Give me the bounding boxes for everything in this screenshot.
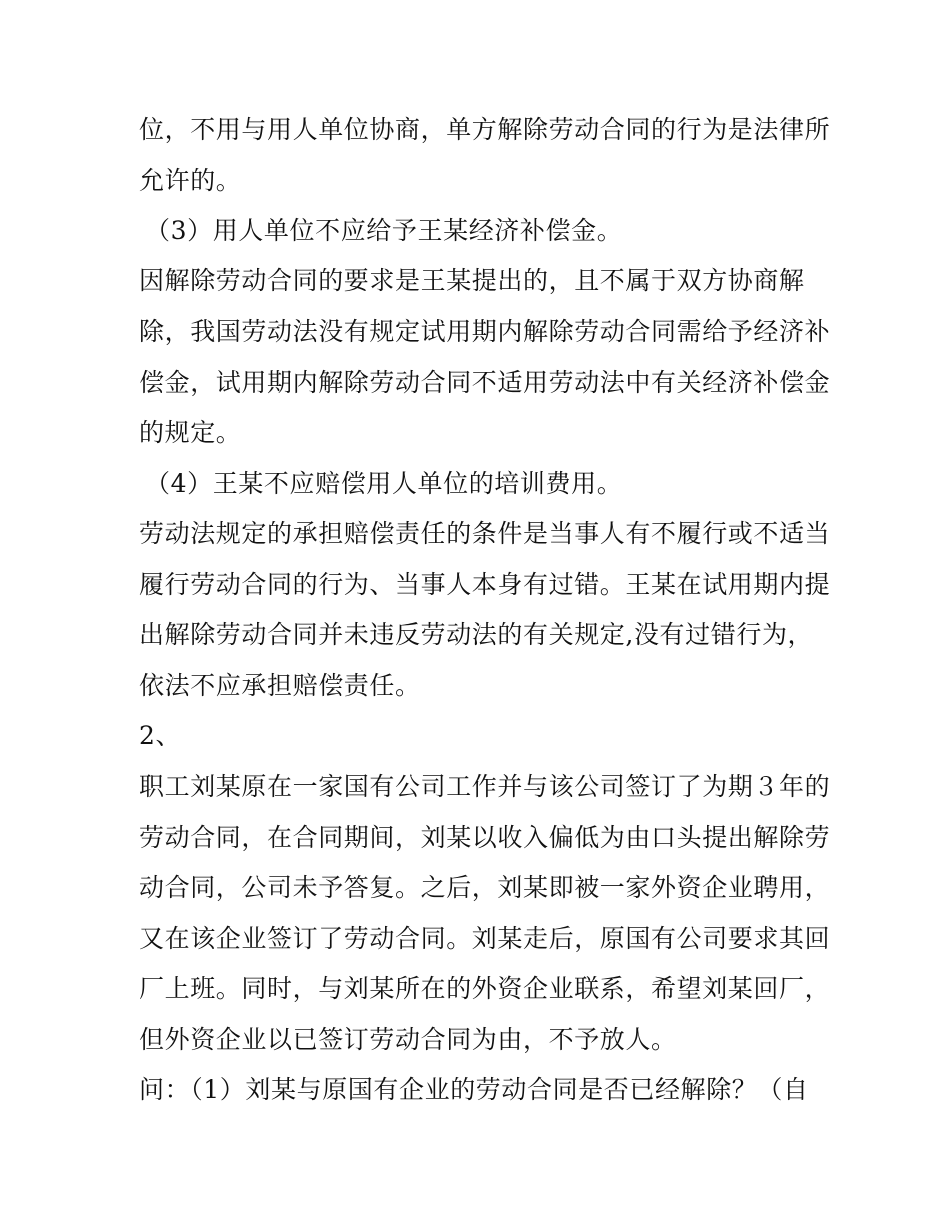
text-line: 职工刘某原在一家国有公司工作并与该公司签订了为期３年的: [139, 772, 831, 801]
text-line: 偿金，试用期内解除劳动合同不适用劳动法中有关经济补偿金: [139, 368, 831, 397]
text-line: 但外资企业以已签订劳动合同为由，不予放人。: [139, 1025, 677, 1054]
text-line: 出解除劳动合同并未违反劳动法的有关规定,没有过错行为，: [139, 620, 814, 649]
text-line: 履行劳动合同的行为、当事人本身有过错。王某在试用期内提: [139, 570, 831, 599]
text-line: 位，不用与用人单位协商，单方解除劳动合同的行为是法律所: [139, 115, 831, 144]
question-line: 问：（1）刘某与原国有企业的劳动合同是否已经解除？（自: [139, 1075, 809, 1104]
text-line: 劳动法规定的承担赔偿责任的条件是当事人有不履行或不适当: [139, 519, 831, 548]
subheading-4: （4）王某不应赔偿用人单位的培训费用。: [145, 469, 623, 498]
text-line: 厂上班。同时，与刘某所在的外资企业联系，希望刘某回厂，: [139, 974, 831, 1003]
subheading-3: （3）用人单位不应给予王某经济补偿金。: [145, 216, 623, 245]
text-line: 劳动合同，在合同期间，刘某以收入偏低为由口头提出解除劳: [139, 823, 831, 852]
section-number: 2、: [139, 721, 182, 750]
text-line: 动合同，公司未予答复。之后，刘某即被一家外资企业聘用，: [139, 873, 831, 902]
text-line: 除，我国劳动法没有规定试用期内解除劳动合同需给予经济补: [139, 317, 831, 346]
text-line: 因解除劳动合同的要求是王某提出的，且不属于双方协商解: [139, 266, 805, 295]
text-line: 允许的。: [139, 166, 242, 195]
text-line: 的规定。: [139, 418, 242, 447]
text-line: 依法不应承担赔偿责任。: [139, 671, 421, 700]
text-line: 又在该企业签订了劳动合同。刘某走后，原国有公司要求其回: [139, 924, 831, 953]
